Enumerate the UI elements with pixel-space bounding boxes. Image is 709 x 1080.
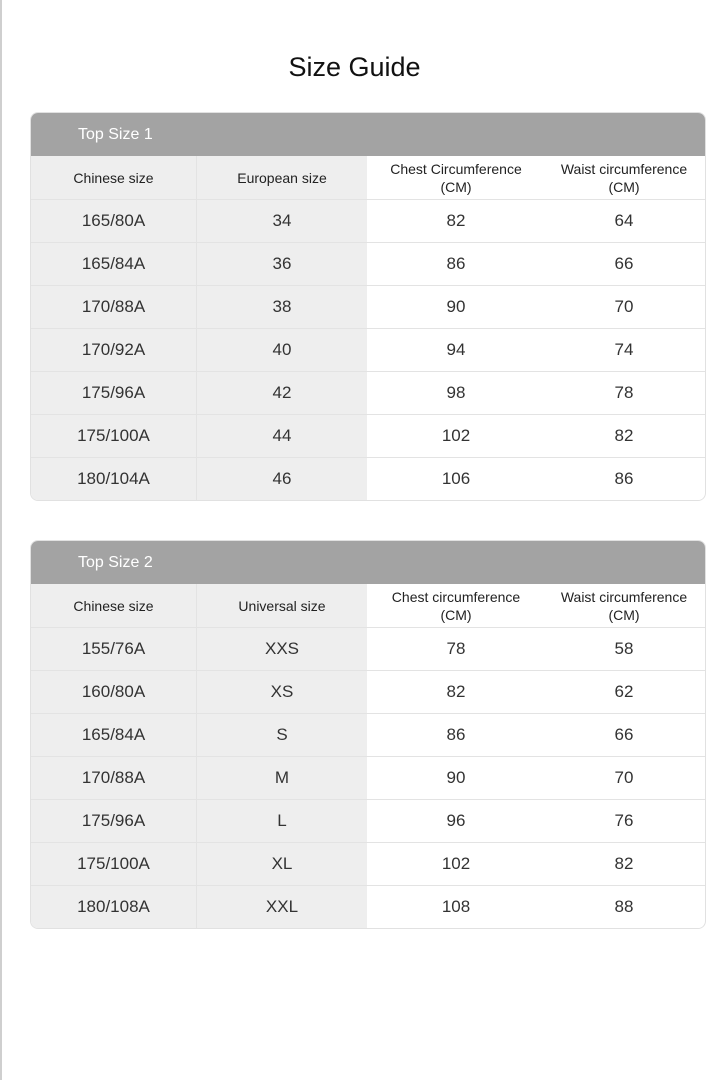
table-cell: 170/88A: [31, 286, 197, 328]
table-cell: 76: [545, 800, 703, 842]
column-header-label: Chest circumference: [391, 588, 521, 605]
table-row: [31, 199, 705, 242]
column-header-label: European size: [237, 169, 327, 186]
table-row: [31, 713, 705, 756]
table-cell: XL: [197, 843, 367, 885]
table-cell: 34: [197, 200, 367, 242]
table-cell: XS: [197, 671, 367, 713]
column-header-unit: (CM): [440, 178, 472, 195]
column-header-unit: (CM): [608, 178, 640, 195]
column-header: [545, 156, 703, 199]
table-cell: 175/96A: [31, 800, 197, 842]
table-title: Top Size 2: [31, 541, 705, 584]
table-cell: XXL: [197, 886, 367, 928]
table-cell: 70: [545, 757, 703, 799]
table-row: [31, 414, 705, 457]
table-cell: 165/80A: [31, 200, 197, 242]
table-row: [31, 799, 705, 842]
column-header: [367, 584, 545, 627]
table-cell: 180/108A: [31, 886, 197, 928]
table-cell: 82: [545, 415, 703, 457]
table-cell: 155/76A: [31, 628, 197, 670]
table-row: [31, 457, 705, 500]
table-row: [31, 842, 705, 885]
table-cell: 38: [197, 286, 367, 328]
table-cell: 78: [367, 628, 545, 670]
table-row: [31, 328, 705, 371]
table-cell: M: [197, 757, 367, 799]
table-cell: 102: [367, 843, 545, 885]
column-header: [31, 156, 197, 199]
table-row: [31, 756, 705, 799]
table-row: [31, 885, 705, 928]
table-cell: 40: [197, 329, 367, 371]
column-header-label: Chest Circumference: [390, 160, 522, 177]
table-cell: 180/104A: [31, 458, 197, 500]
table-cell: 46: [197, 458, 367, 500]
table-row: [31, 670, 705, 713]
table-cell: 98: [367, 372, 545, 414]
table-cell: 82: [367, 671, 545, 713]
table-cell: XXS: [197, 628, 367, 670]
table-cell: 165/84A: [31, 714, 197, 756]
table-cell: 82: [367, 200, 545, 242]
table-cell: L: [197, 800, 367, 842]
table-cell: 36: [197, 243, 367, 285]
column-header: [367, 156, 545, 199]
table-cell: 70: [545, 286, 703, 328]
table-cell: 165/84A: [31, 243, 197, 285]
table-cell: 108: [367, 886, 545, 928]
column-header-label: Waist circumference: [560, 588, 688, 605]
table-row: [31, 371, 705, 414]
column-header-unit: (CM): [608, 606, 640, 623]
table-cell: 170/88A: [31, 757, 197, 799]
left-edge-line: [0, 0, 2, 1080]
table-cell: 175/96A: [31, 372, 197, 414]
column-header-label: Waist circumference: [560, 160, 688, 177]
table-cell: 86: [545, 458, 703, 500]
column-header-label: Chinese size: [73, 169, 154, 186]
table-cell: 175/100A: [31, 843, 197, 885]
table-cell: 66: [545, 714, 703, 756]
table-cell: 90: [367, 286, 545, 328]
table-cell: 160/80A: [31, 671, 197, 713]
table-cell: 106: [367, 458, 545, 500]
table-cell: 86: [367, 243, 545, 285]
table-cell: 170/92A: [31, 329, 197, 371]
table-row: [31, 242, 705, 285]
table-cell: 96: [367, 800, 545, 842]
column-header-label: Chinese size: [73, 597, 154, 614]
column-header-unit: (CM): [440, 606, 472, 623]
column-header-label: Universal size: [238, 597, 326, 614]
column-header: [197, 156, 367, 199]
table-cell: 175/100A: [31, 415, 197, 457]
table-cell: 62: [545, 671, 703, 713]
table-row: [31, 627, 705, 670]
table-cell: S: [197, 714, 367, 756]
size-table-top-1: [30, 112, 706, 501]
table-cell: 64: [545, 200, 703, 242]
table-cell: 74: [545, 329, 703, 371]
table-cell: 42: [197, 372, 367, 414]
size-table-top-2: [30, 540, 706, 929]
table-cell: 44: [197, 415, 367, 457]
column-header: [545, 584, 703, 627]
table-cell: 88: [545, 886, 703, 928]
table-cell: 66: [545, 243, 703, 285]
table-cell: 102: [367, 415, 545, 457]
column-header-row: [31, 584, 705, 627]
table-row: [31, 285, 705, 328]
column-header: [197, 584, 367, 627]
table-title: Top Size 1: [31, 113, 705, 156]
table-cell: 58: [545, 628, 703, 670]
column-header: [31, 584, 197, 627]
table-cell: 78: [545, 372, 703, 414]
table-cell: 82: [545, 843, 703, 885]
table-cell: 94: [367, 329, 545, 371]
column-header-row: [31, 156, 705, 199]
table-cell: 86: [367, 714, 545, 756]
page-title: Size Guide: [288, 52, 421, 82]
table-cell: 90: [367, 757, 545, 799]
